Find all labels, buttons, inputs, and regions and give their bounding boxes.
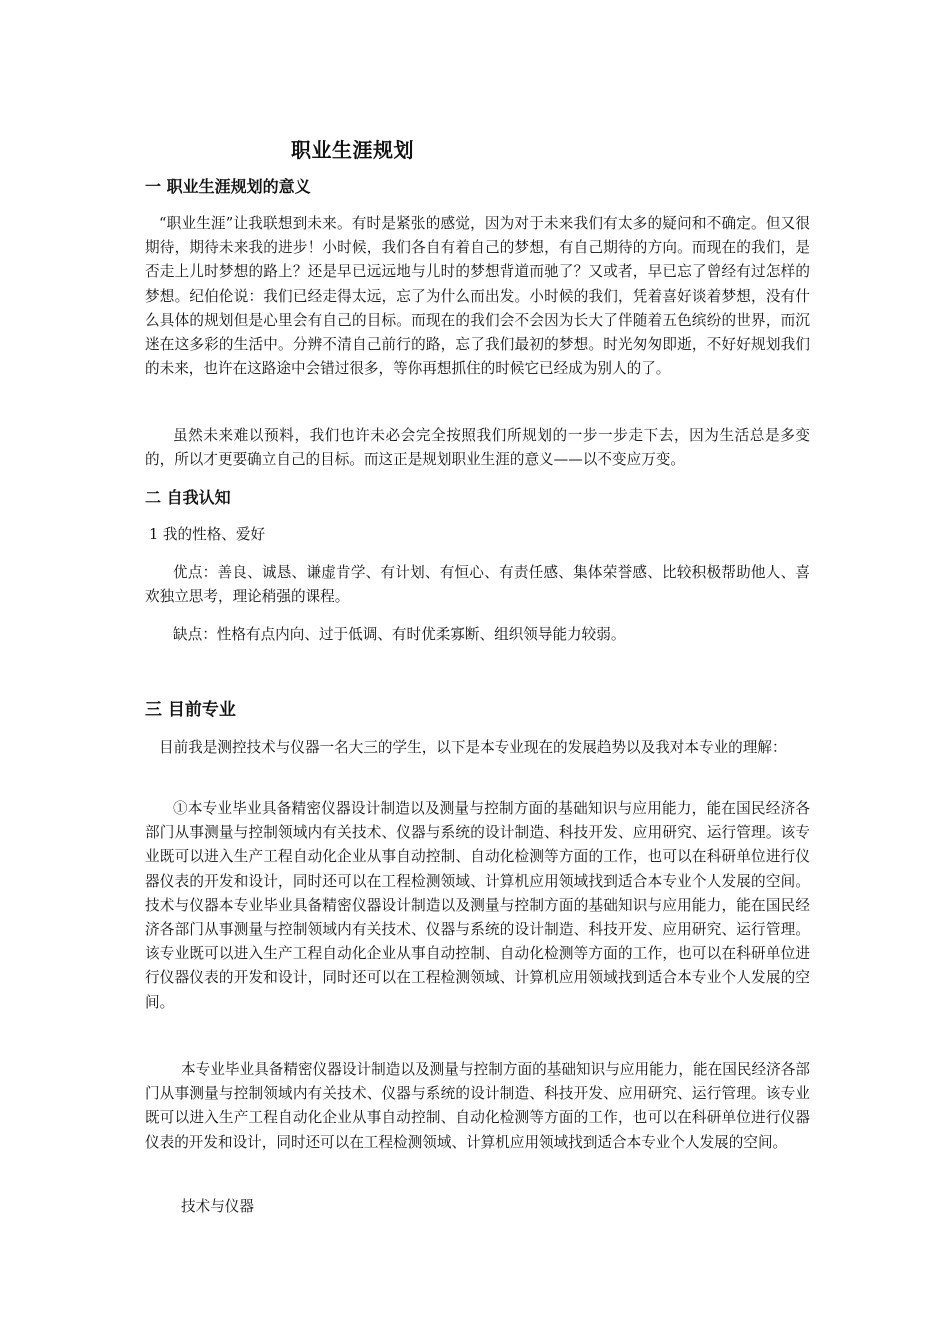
section-heading-self-awareness: 二 自我认知: [145, 488, 231, 507]
paragraph-major-2: 本专业毕业具备精密仪器设计制造以及测量与控制方面的基础知识与应用能力，能在国民经济各部门从事测量与控制领域内有关技术、仪器与系统的设计制造、科技开发、应用研究、运行管理。该专业既可以进入生产工程自动化企业从事自动控制、自动化检测等方面的工作，也可以在科研单位进行仪器仪表的开发和设计，同时还可以在工程检测领域、计算机应用领域找到适合本专业个人发展的空间。: [145, 1061, 810, 1151]
paragraph-weaknesses: 缺点：性格有点内向、过于低调、有时优柔寡断、组织领导能力较弱。: [173, 626, 626, 643]
section-heading-meaning: 一 职业生涯规划的意义: [145, 177, 311, 196]
paragraph-major-tail: 技术与仪器: [181, 1198, 254, 1215]
paragraph-meaning-1: “职业生涯”让我联想到未来。有时是紧张的感觉，因为对于未来我们有太多的疑问和不确定。但又很期待，期待未来我的进步！小时候，我们各自有着自己的梦想，有自己期待的方向。而现在的我们，是否走上儿时梦想的路上？还是早已远远地与儿时的梦想背道而驰了？又或者，早已忘了曾经有过怎样的梦想。纪伯伦说：我们已经走得太远，忘了为什么而出发。小时候的我们，凭着喜好谈着梦想，没有什么具体的规划但是心里会有自己的目标。而现在的我们会不会因为长大了伴随着五色缤纷的世界，而沉迷在这多彩的生活中。分辨不清自己前行的路，忘了我们最初的梦想。时光匆匆即逝，不好好规划我们的未来，也许在这路途中会错过很多，等你再想抓住的时候它已经成为别人的了。: [145, 215, 810, 378]
section-heading-major: 三 目前专业: [145, 700, 236, 720]
paragraph-major-1: ①本专业毕业具备精密仪器设计制造以及测量与控制方面的基础知识与应用能力，能在国民经济各部门从事测量与控制领域内有关技术、仪器与系统的设计制造、科技开发、应用研究、运行管理。该专业既可以进入生产工程自动化企业从事自动控制、自动化检测等方面的工作，也可以在科研单位进行仪器仪表的开发和设计，同时还可以在工程检测领域、计算机应用领域找到适合本专业个人发展的空间。 技术与仪器本专业毕业具备精密仪器设计制造以及测量与控制方面的基础知识与应用能力，能在国民经济各部门从事测量与控制领域内有关技术、仪器与系统的设计制造、科技开发、应用研究、运行管理。该专业既可以进入生产工程自动化企业从事自动控制、自动化检测等方面的工作，也可以在科研单位进行仪器仪表的开发和设计，同时还可以在工程检测领域、计算机应用领域找到适合本专业个人发展的空间。: [145, 800, 810, 1011]
subheading-personality: 1 我的性格、爱好: [149, 526, 266, 543]
paragraph-meaning-2: 虽然未来难以预料，我们也许未必会完全按照我们所规划的一步一步走下去，因为生活总是多变的，所以才更要确立自己的目标。而这正是规划职业生涯的意义——以不变应万变。: [145, 427, 810, 469]
document-title: 职业生涯规划: [291, 138, 414, 162]
paragraph-strengths: 优点：善良、诚恳、谦虚肯学、有计划、有恒心、有责任感、集体荣誉感、比较积极帮助他人、喜欢独立思考，理论稍强的课程。: [145, 564, 810, 606]
paragraph-major-intro: 目前我是测控技术与仪器一名大三的学生，以下是本专业现在的发展趋势以及我对本专业的理解：: [159, 739, 787, 756]
